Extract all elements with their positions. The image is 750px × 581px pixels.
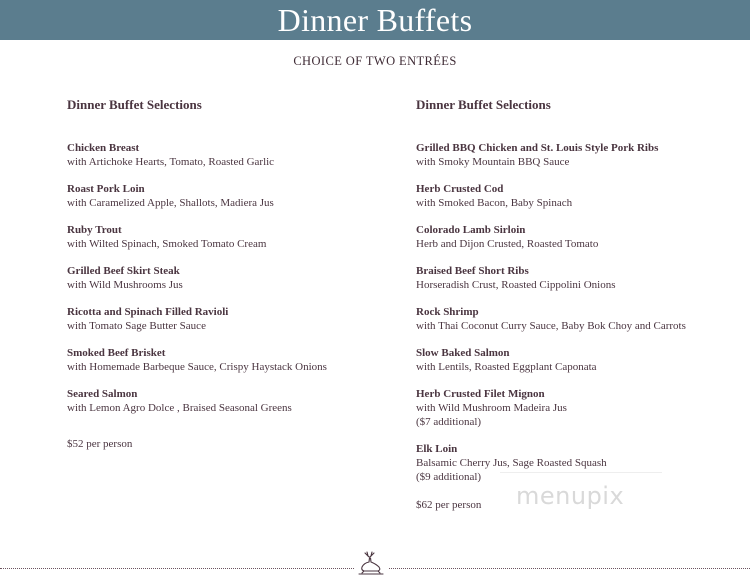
subtitle: CHOICE OF TWO ENTRÉES xyxy=(293,54,457,68)
watermark: menupix xyxy=(516,482,625,510)
menu-item xyxy=(416,387,750,429)
menu-item-name: Slow Baked Salmon xyxy=(416,347,510,359)
menu-item xyxy=(416,182,750,210)
menu-item-description: with Wild Mushrooms Jus xyxy=(67,279,183,291)
menu-item-name: Rock Shrimp xyxy=(416,306,479,318)
menu-item-name: Braised Beef Short Ribs xyxy=(416,265,529,277)
menu-item xyxy=(67,264,407,292)
menu-item-description: Herb and Dijon Crusted, Roasted Tomato xyxy=(416,238,599,250)
menu-item-name: Grilled Beef Skirt Steak xyxy=(67,265,180,277)
menu-item xyxy=(67,141,407,169)
watermark-divider xyxy=(500,472,662,473)
menu-item-name: Grilled BBQ Chicken and St. Louis Style Pork Ribs xyxy=(416,142,659,154)
menu-item xyxy=(416,223,750,251)
right-column-heading: Dinner Buffet Selections xyxy=(416,97,551,112)
price-per-person: $52 per person xyxy=(67,438,133,450)
menu-item-name: Elk Loin xyxy=(416,443,458,455)
menu-item xyxy=(67,346,407,374)
menu-item xyxy=(416,141,750,169)
menu-item-name: Roast Pork Loin xyxy=(67,183,145,195)
menu-item-description: Horseradish Crust, Roasted Cippolini Onions xyxy=(416,279,616,291)
menu-item-surcharge: ($9 additional) xyxy=(416,471,482,483)
menu-item-name: Herb Crusted Filet Mignon xyxy=(416,388,545,400)
left-column xyxy=(67,97,407,451)
menu-item xyxy=(416,346,750,374)
menu-item-description: with Tomato Sage Butter Sauce xyxy=(67,320,206,332)
menu-item-name: Smoked Beef Brisket xyxy=(67,347,166,359)
menu-item xyxy=(67,223,407,251)
menu-item-description: with Lentils, Roasted Eggplant Caponata xyxy=(416,361,597,373)
menu-item-name: Chicken Breast xyxy=(67,142,140,154)
deer-icon xyxy=(354,548,388,576)
menu-item-description: with Artichoke Hearts, Tomato, Roasted Garlic xyxy=(67,156,275,168)
page-title: Dinner Buffets xyxy=(277,2,473,38)
left-column-heading: Dinner Buffet Selections xyxy=(67,97,202,112)
menu-item-description: with Homemade Barbeque Sauce, Crispy Haystack Onions xyxy=(67,361,327,373)
menu-item-description: with Lemon Agro Dolce , Braised Seasonal Greens xyxy=(67,402,292,414)
menu-item-name: Colorado Lamb Sirloin xyxy=(416,224,526,236)
menu-item xyxy=(67,387,407,415)
price-per-person: $62 per person xyxy=(416,499,482,511)
menu-item-description: with Smoky Mountain BBQ Sauce xyxy=(416,156,570,168)
menu-item xyxy=(416,442,750,484)
menu-item-name: Seared Salmon xyxy=(67,388,138,400)
menu-item-description: with Wilted Spinach, Smoked Tomato Cream xyxy=(67,238,267,250)
menu-item-description: with Caramelized Apple, Shallots, Madiera Jus xyxy=(67,197,274,209)
header-banner xyxy=(0,0,750,40)
menu-item-description: with Smoked Bacon, Baby Spinach xyxy=(416,197,573,209)
menu-item xyxy=(67,305,407,333)
menu-item-description: with Thai Coconut Curry Sauce, Baby Bok Choy and Carrots xyxy=(416,320,686,332)
menu-item-name: Ricotta and Spinach Filled Ravioli xyxy=(67,306,229,318)
menu-item-name: Ruby Trout xyxy=(67,224,122,236)
menu-item-surcharge: ($7 additional) xyxy=(416,416,482,428)
right-column xyxy=(416,97,750,512)
menu-item xyxy=(67,182,407,210)
menu-item xyxy=(416,305,750,333)
menu-item-description: with Wild Mushroom Madeira Jus xyxy=(416,402,567,414)
menu-item xyxy=(416,264,750,292)
menu-item-description: Balsamic Cherry Jus, Sage Roasted Squash xyxy=(416,457,607,469)
menu-item-name: Herb Crusted Cod xyxy=(416,183,504,195)
